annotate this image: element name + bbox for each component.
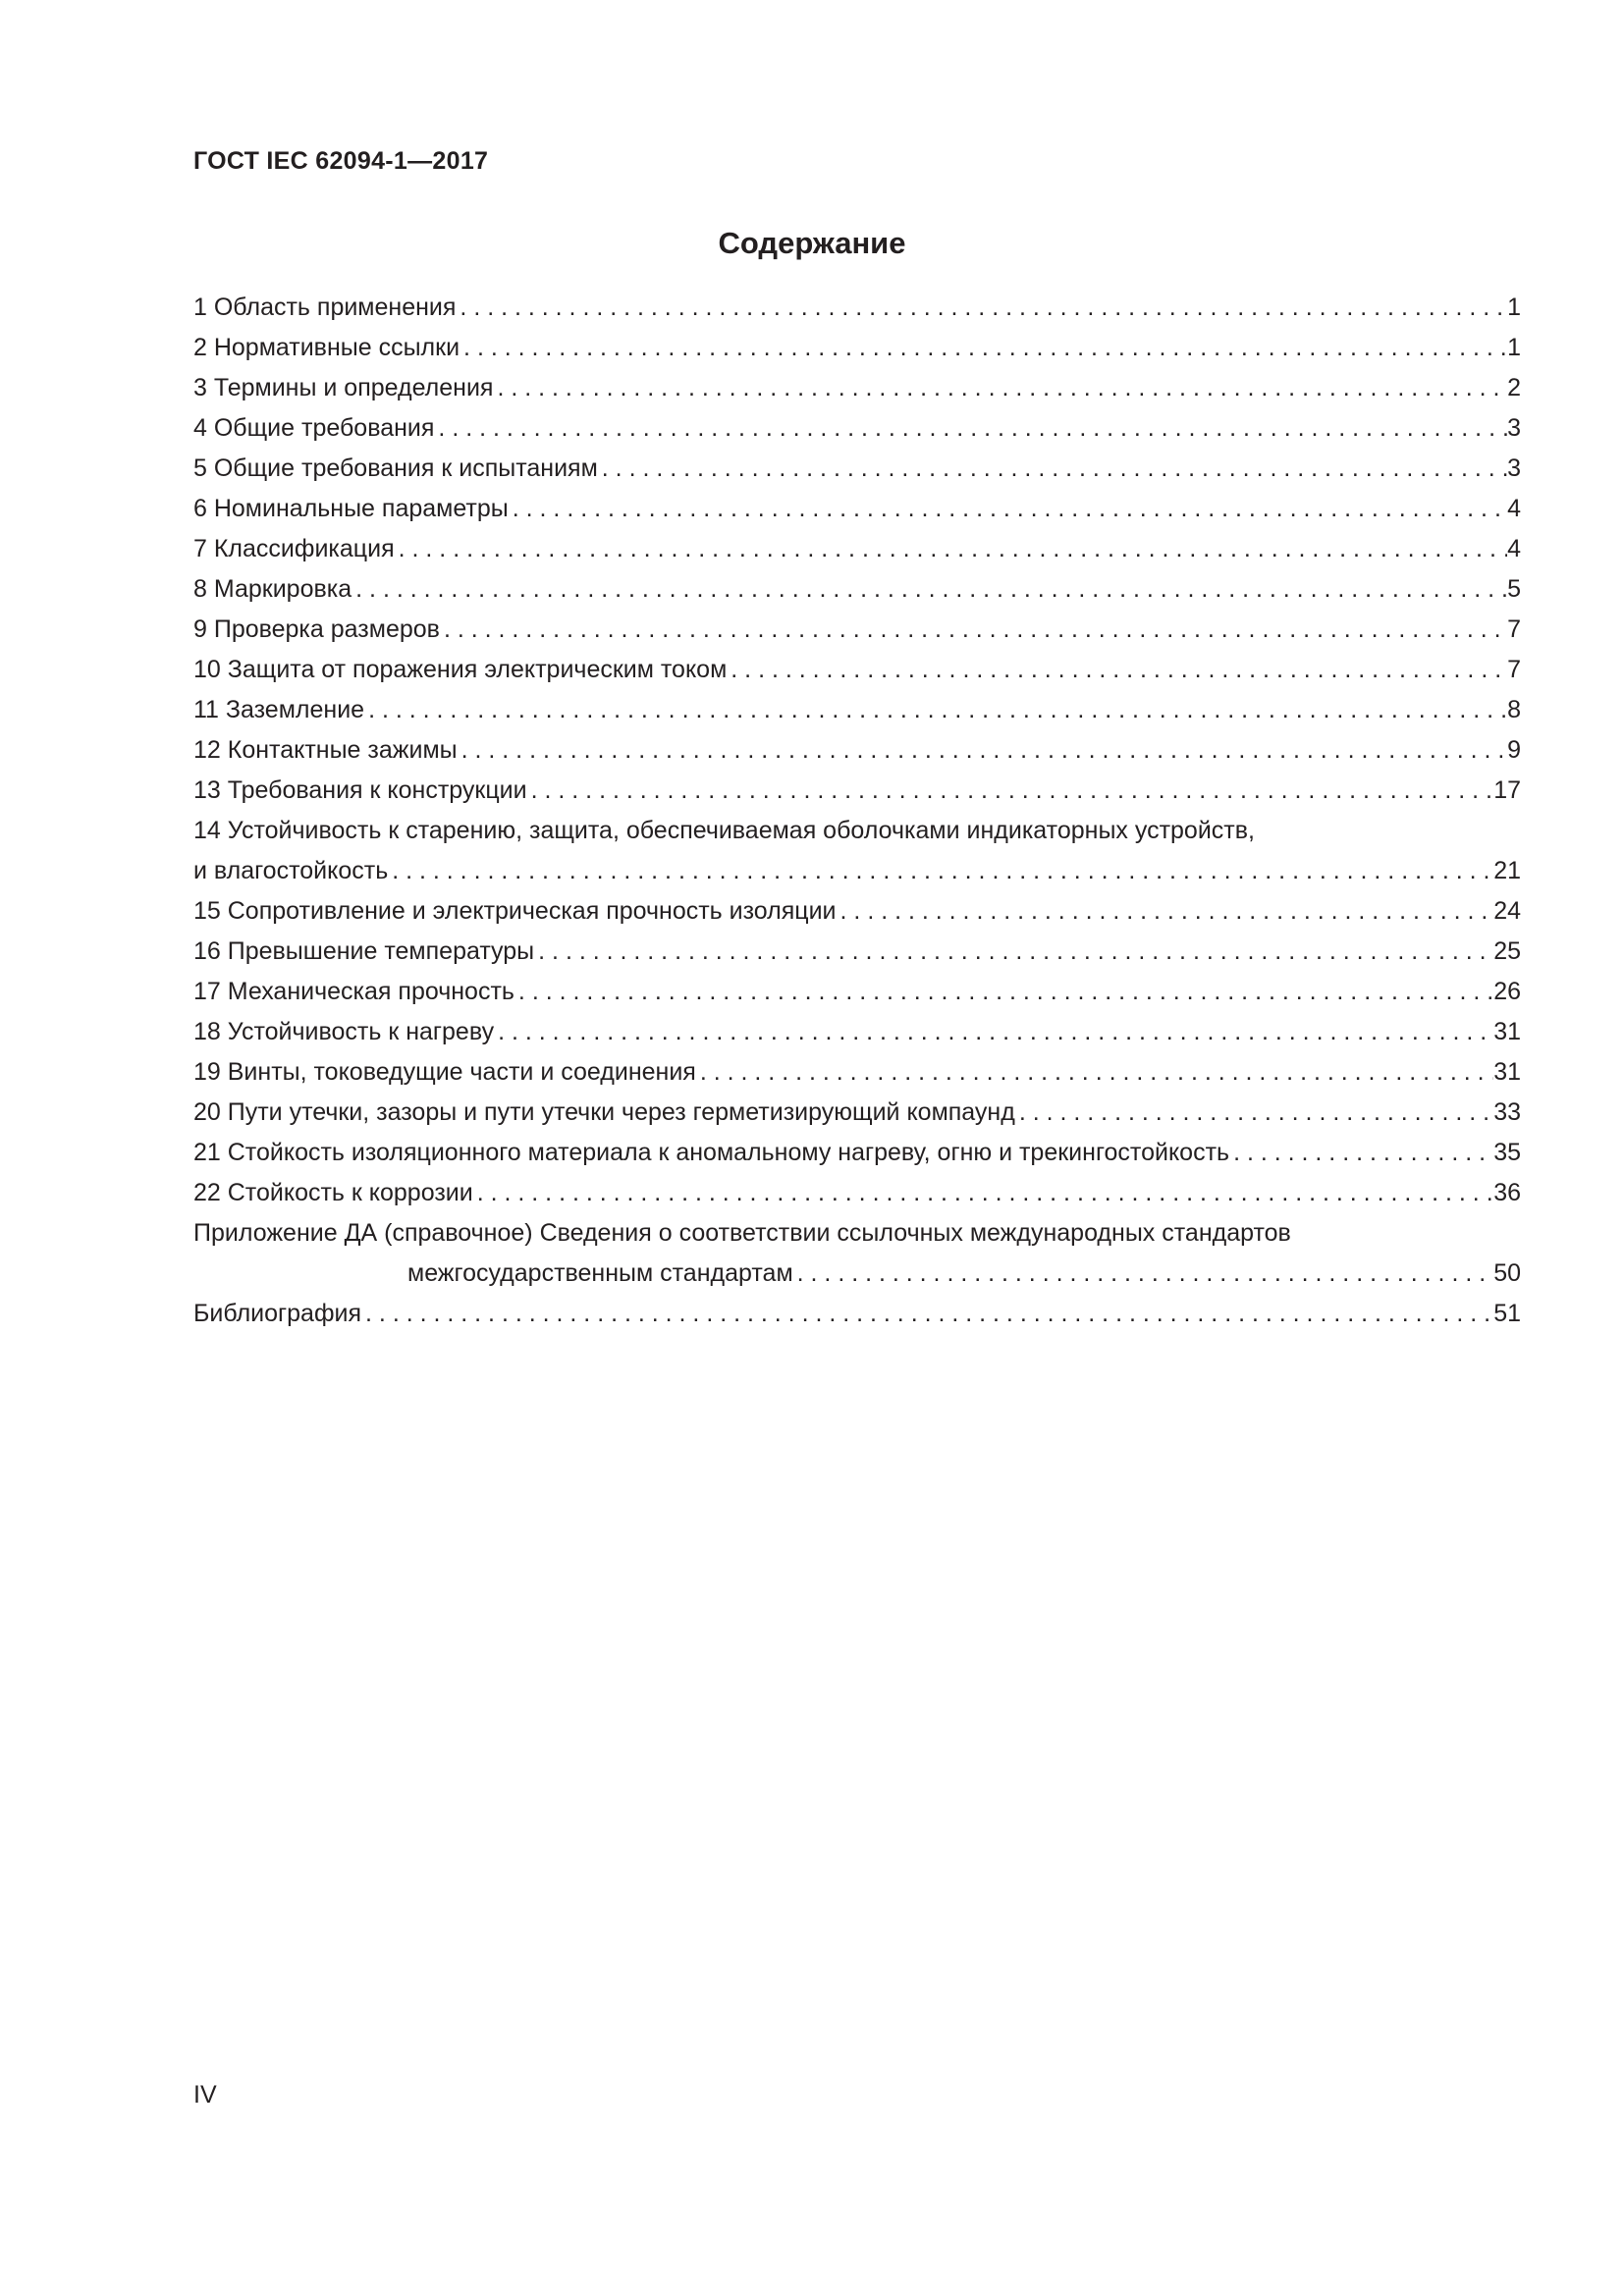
- toc-entry[interactable]: [193, 1294, 1521, 1334]
- toc-entry-page: 2: [1507, 374, 1521, 401]
- toc-entry-title: 9 Проверка размеров: [193, 615, 440, 643]
- toc-entry[interactable]: [193, 288, 1521, 328]
- toc-entry[interactable]: [193, 408, 1521, 449]
- toc-leader: [365, 1294, 1493, 1334]
- toc-entry[interactable]: [193, 1133, 1521, 1173]
- toc-entry-page: 31: [1493, 1018, 1521, 1045]
- toc-entry-title: 18 Устойчивость к нагреву: [193, 1018, 495, 1045]
- toc-leader: [355, 569, 1507, 610]
- toc-entry[interactable]: [193, 811, 1521, 891]
- toc-leader: [463, 328, 1507, 368]
- toc-entry-title: 11 Заземление: [193, 696, 365, 723]
- toc-entry[interactable]: [193, 650, 1521, 690]
- toc-entry-title: 7 Классификация: [193, 535, 395, 562]
- toc-leader: [399, 529, 1507, 569]
- toc-entry[interactable]: [193, 891, 1521, 932]
- document-code: ГОСТ IEC 62094-1—2017: [193, 147, 489, 175]
- toc-entry-page: 36: [1493, 1179, 1521, 1206]
- toc-leader: [700, 1052, 1493, 1093]
- toc-leader: [840, 891, 1494, 932]
- toc-entry[interactable]: [193, 1052, 1521, 1093]
- toc-entry-page: 1: [1507, 334, 1521, 361]
- toc-entry-page: 24: [1493, 897, 1521, 925]
- toc-entry-title: 15 Сопротивление и электрическая прочность изоляции: [193, 897, 837, 925]
- toc-entry-title: 6 Номинальные параметры: [193, 495, 509, 522]
- toc-leader: [538, 932, 1493, 972]
- toc-entry[interactable]: [193, 569, 1521, 610]
- toc-entry[interactable]: [193, 972, 1521, 1012]
- toc-leader: [1233, 1133, 1493, 1173]
- toc-entry-title-line2: межгосударственным стандартам: [407, 1259, 793, 1287]
- toc-entry-title: 16 Превышение температуры: [193, 937, 535, 965]
- toc-entry-title: 5 Общие требования к испытаниям: [193, 454, 598, 482]
- toc-entry-page: 21: [1493, 857, 1521, 884]
- toc-entry[interactable]: [193, 489, 1521, 529]
- toc-entry-title-line2: и влагостойкость: [193, 857, 389, 884]
- toc-leader: [444, 610, 1507, 650]
- toc-leader: [531, 771, 1494, 811]
- toc-leader: [477, 1173, 1493, 1213]
- toc-entry-title: 21 Стойкость изоляционного материала к аномальному нагреву, огню и трекингостойкость: [193, 1139, 1230, 1166]
- toc-entry-title-line1: 14 Устойчивость к старению, защита, обеспечиваемая оболочками индикаторных устройств,: [193, 817, 1255, 844]
- toc-leader: [518, 972, 1493, 1012]
- toc-entry-title: 17 Механическая прочность: [193, 978, 514, 1005]
- toc-entry-page: 33: [1493, 1098, 1521, 1126]
- toc-entry-title: 1 Область применения: [193, 294, 457, 321]
- toc-entry-page: 17: [1493, 776, 1521, 804]
- toc-entry-page: 31: [1493, 1058, 1521, 1086]
- toc-entry[interactable]: [193, 771, 1521, 811]
- toc-entry-title: Библиография: [193, 1300, 362, 1327]
- toc-entry-page: 8: [1507, 696, 1521, 723]
- toc-entry[interactable]: [193, 1012, 1521, 1052]
- toc-entry-page: 4: [1507, 495, 1521, 522]
- toc-entry-page: 7: [1507, 656, 1521, 683]
- toc-leader: [731, 650, 1507, 690]
- toc-entry[interactable]: [193, 730, 1521, 771]
- toc-entry[interactable]: [193, 932, 1521, 972]
- toc-entry-annex[interactable]: [193, 1213, 1521, 1294]
- toc-entry[interactable]: [193, 1173, 1521, 1213]
- toc-entry-title: 10 Защита от поражения электрическим током: [193, 656, 728, 683]
- toc-leader: [602, 449, 1507, 489]
- toc-entry[interactable]: [193, 368, 1521, 408]
- toc-leader: [1019, 1093, 1493, 1133]
- toc-leader: [368, 690, 1507, 730]
- toc-entry-title: 4 Общие требования: [193, 414, 435, 442]
- toc-entry-page: 3: [1507, 454, 1521, 482]
- toc-leader: [513, 489, 1507, 529]
- page-number: IV: [193, 2081, 217, 2109]
- toc-entry[interactable]: [193, 610, 1521, 650]
- toc-leader: [460, 288, 1507, 328]
- toc-entry-title: 19 Винты, токоведущие части и соединения: [193, 1058, 696, 1086]
- toc-entry[interactable]: [193, 690, 1521, 730]
- toc-entry-title: 3 Термины и определения: [193, 374, 494, 401]
- toc-leader: [797, 1254, 1494, 1294]
- toc-entry-title: 2 Нормативные ссылки: [193, 334, 460, 361]
- table-of-contents: [193, 288, 1521, 1334]
- toc-entry[interactable]: [193, 328, 1521, 368]
- toc-entry-title-line1: Приложение ДА (справочное) Сведения о соответствии ссылочных международных стандартов: [193, 1219, 1291, 1247]
- toc-entry-title: 13 Требования к конструкции: [193, 776, 527, 804]
- toc-entry-page: 35: [1493, 1139, 1521, 1166]
- toc-title: Содержание: [718, 226, 906, 260]
- toc-entry-page: 7: [1507, 615, 1521, 643]
- toc-entry-page: 1: [1507, 294, 1521, 321]
- toc-entry-title: 12 Контактные зажимы: [193, 736, 458, 764]
- toc-entry[interactable]: [193, 529, 1521, 569]
- toc-entry-page: 3: [1507, 414, 1521, 442]
- toc-leader: [498, 1012, 1493, 1052]
- toc-leader: [497, 368, 1507, 408]
- toc-entry[interactable]: [193, 449, 1521, 489]
- toc-entry-page: 4: [1507, 535, 1521, 562]
- toc-entry[interactable]: [193, 1093, 1521, 1133]
- toc-entry-page: 9: [1507, 736, 1521, 764]
- toc-entry-page: 26: [1493, 978, 1521, 1005]
- toc-entry-page: 51: [1493, 1300, 1521, 1327]
- toc-leader: [438, 408, 1507, 449]
- toc-entry-page: 25: [1493, 937, 1521, 965]
- toc-entry-title: 20 Пути утечки, зазоры и пути утечки через герметизирующий компаунд: [193, 1098, 1015, 1126]
- toc-leader: [392, 851, 1493, 891]
- toc-entry-title: 8 Маркировка: [193, 575, 352, 603]
- toc-leader: [461, 730, 1507, 771]
- toc-entry-page: 50: [1493, 1259, 1521, 1287]
- toc-entry-title: 22 Стойкость к коррозии: [193, 1179, 473, 1206]
- toc-entry-page: 5: [1507, 575, 1521, 603]
